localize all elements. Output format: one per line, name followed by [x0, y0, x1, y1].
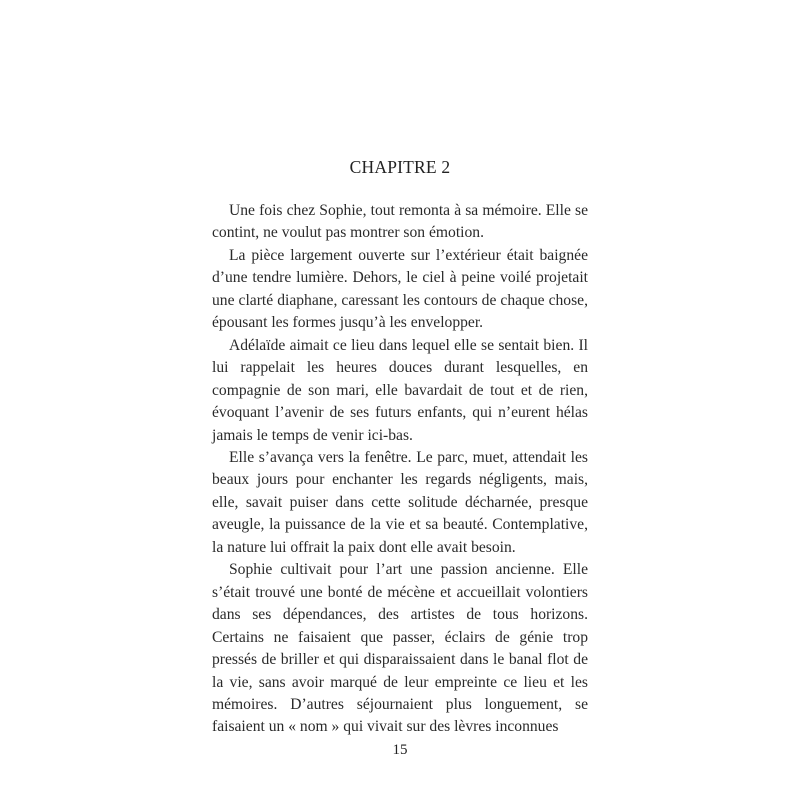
paragraph-4: Elle s’avança vers la fenêtre. Le parc, muet, attendait les beaux jours pour enchanter les regards négligents, mais, elle, savait puiser dans cette solitude décharnée, presque aveugle, la puissance de la vie et sa beauté. Contemplative, la nature lui offrait la paix dont elle avait besoin.	[212, 448, 588, 556]
page-number: 15	[392, 742, 408, 758]
paragraph-2: La pièce largement ouverte sur l’extérieur était baignée d’une tendre lumière. Dehors, le ciel à peine voilé projetait une clarté diaphane, caressant les contours de chaque chose, épousant les formes jusqu’à les envelopper.	[212, 246, 588, 332]
paragraph-5: Sophie cultivait pour l’art une passion ancienne. Elle s’était trouvé une bonté de mécène et accueillait volontiers dans ses dépendances, des artistes de tous horizons. Certains ne faisaient que passer, éclairs de génie trop pressés de briller et qui disparaissaient dans le banal flot de la vie, sans avoir marqué de leur empreinte ce lieu et les mémoires. D’autres séjournaient plus longuement, se faisaient un « nom » qui vivait sur des lèvres inconnues	[212, 561, 588, 736]
chapter-title: CHAPITRE 2	[349, 157, 451, 177]
body-text	[212, 200, 588, 739]
paragraph-3: Adélaïde aimait ce lieu dans lequel elle se sentait bien. Il lui rappelait les heures douces durant lesquelles, en compagnie de son mari, elle bavardait de tout et de rien, évoquant l’avenir de ses futurs enfants, qui n’eurent hélas jamais le temps de venir ici-bas.	[212, 336, 588, 444]
paragraph-1: Une fois chez Sophie, tout remonta à sa mémoire. Elle se contint, ne voulut pas montrer son émotion.	[212, 202, 588, 242]
